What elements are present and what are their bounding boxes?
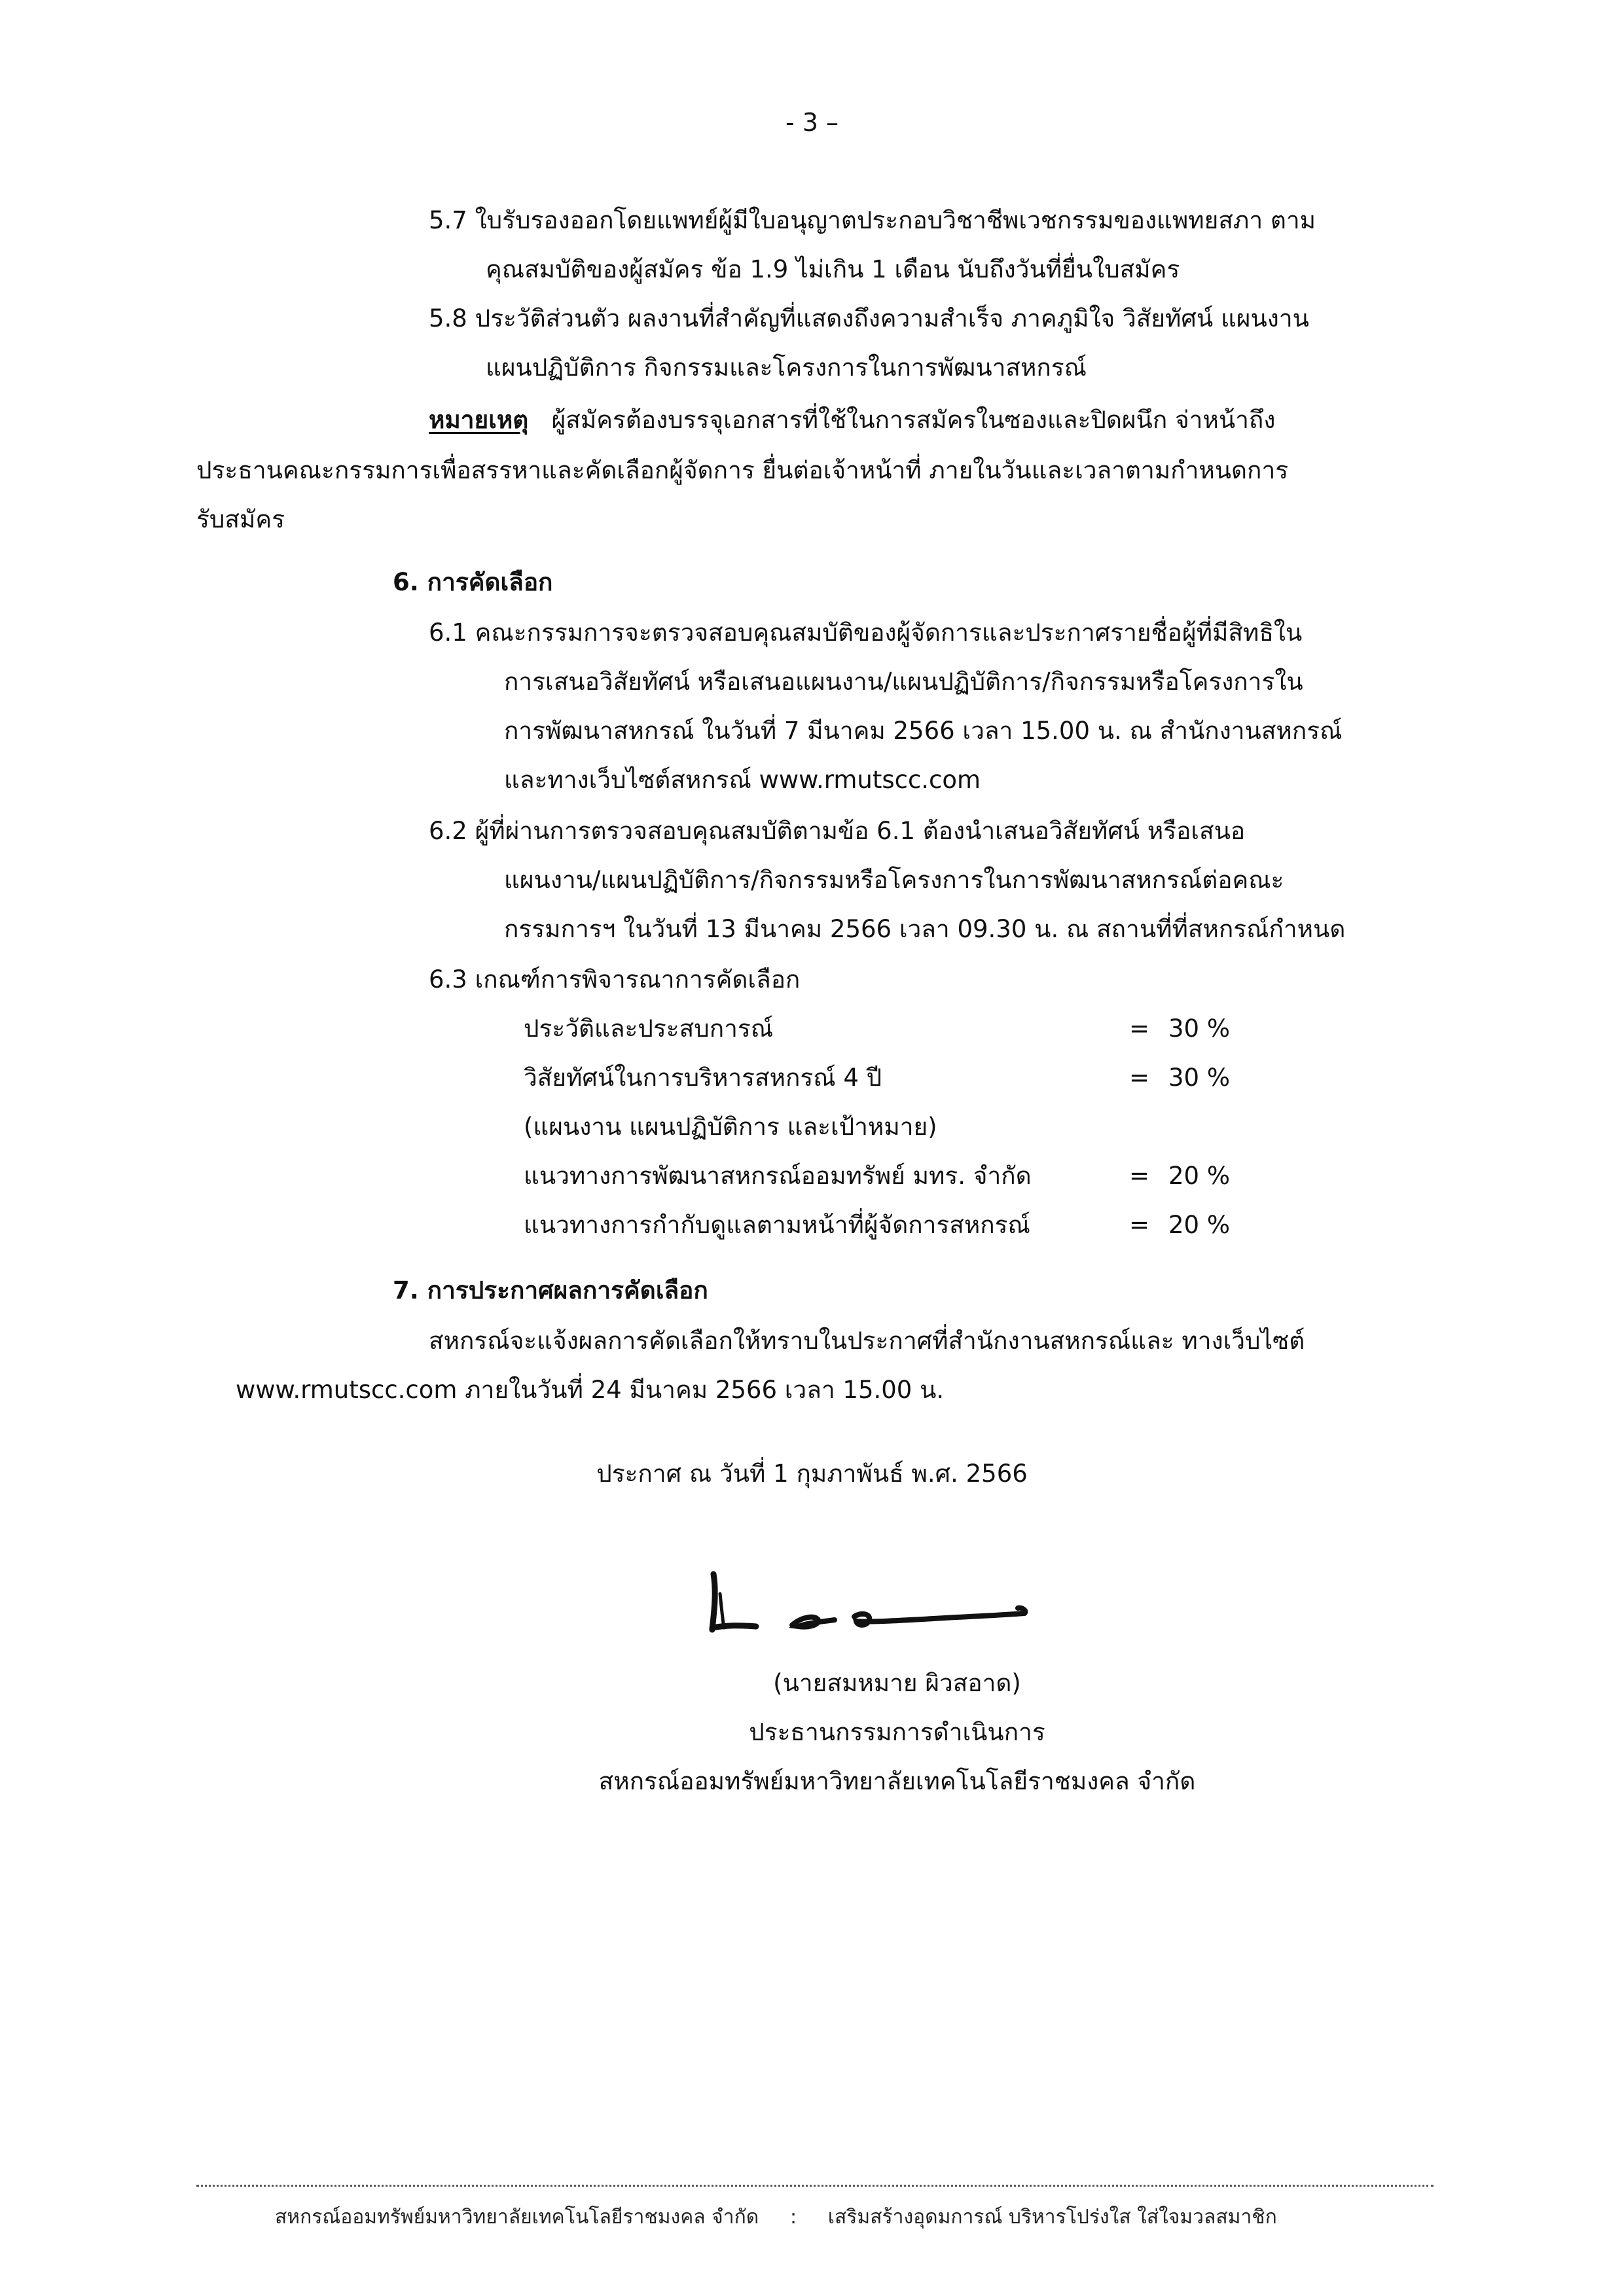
item-6-2-line2: แผนงาน/แผนปฏิบัติการ/กิจกรรมหรือโครงการในการพัฒนาสหกรณ์ต่อคณะ [504, 866, 1284, 894]
announcement-date: ประกาศ ณ วันที่ 1 กุมภาพันธ์ พ.ศ. 2566 [596, 1460, 1028, 1488]
item-6-2-line3: กรรมการฯ ในวันที่ 13 มีนาคม 2566 เวลา 09.30 น. ณ สถานที่ที่สหกรณ์กำหนด [504, 915, 1346, 943]
signatory-position: ประธานกรรมการดำเนินการ [749, 1718, 1045, 1746]
criteria-label: แนวทางการกำกับดูแลตามหน้าที่ผู้จัดการสหกรณ์ [524, 1211, 1030, 1239]
signatory-organization: สหกรณ์ออมทรัพย์มหาวิทยาลัยเทคโนโลยีราชมงคล จำกัด [598, 1767, 1196, 1795]
item-6-3-heading: 6.3 เกณฑ์การพิจารณาการคัดเลือก [429, 965, 801, 994]
note-text: ผู้สมัครต้องบรรจุเอกสารที่ใช้ในการสมัครในซองและปิดผนึก จ่าหน้าถึง [551, 406, 1276, 434]
criteria-equals: = [1129, 1162, 1150, 1190]
criteria-value: 20 % [1168, 1162, 1230, 1190]
note-label: หมายเหตุ [429, 406, 529, 434]
signatory-name: (นายสมหมาย ผิวสอาด) [773, 1669, 1021, 1697]
criteria-value: 20 % [1168, 1211, 1230, 1239]
page-number: - 3 – [785, 108, 839, 137]
item-5-8-line2: แผนปฏิบัติการ กิจกรรมและโครงการในการพัฒนาสหกรณ์ [486, 353, 1087, 382]
item-5-8-line1: 5.8 ประวัติส่วนตัว ผลงานที่สำคัญที่แสดงถึงความสำเร็จ ภาคภูมิใจ วิสัยทัศน์ แผนงาน [429, 304, 1309, 332]
note-line1 [429, 406, 1275, 435]
footer-motto: เสริมสร้างอุดมการณ์ บริหารโปร่งใส ใส่ใจมวลสมาชิก [827, 2206, 1277, 2229]
criteria-equals: = [1129, 1211, 1150, 1239]
criteria-value: 30 % [1168, 1064, 1230, 1092]
footer [275, 2206, 1277, 2229]
criteria-label: วิสัยทัศน์ในการบริหารสหกรณ์ 4 ปี [524, 1064, 882, 1092]
section7-line2: www.rmutscc.com ภายในวันที่ 24 มีนาคม 2566 เวลา 15.00 น. [236, 1376, 945, 1404]
item-6-1-line3: การพัฒนาสหกรณ์ ในวันที่ 7 มีนาคม 2566 เวลา 15.00 น. ณ สำนักงานสหกรณ์ [504, 717, 1343, 745]
item-6-1-line4: และทางเว็บไซต์สหกรณ์ www.rmutscc.com [504, 766, 981, 794]
item-5-7-line2: คุณสมบัติของผู้สมัคร ข้อ 1.9 ไม่เกิน 1 เดือน นับถึงวันที่ยื่นใบสมัคร [486, 255, 1180, 283]
section7-heading: 7. การประกาศผลการคัดเลือก [393, 1276, 708, 1304]
criteria-label: (แผนงาน แผนปฏิบัติการ และเป้าหมาย) [524, 1113, 937, 1141]
criteria-value: 30 % [1168, 1014, 1230, 1043]
note-line3: รับสมัคร [196, 505, 285, 533]
item-5-7-line1: 5.7 ใบรับรองออกโดยแพทย์ผู้มีใบอนุญาตประกอบวิชาชีพเวชกรรมของแพทยสภา ตาม [429, 206, 1316, 234]
criteria-equals: = [1129, 1064, 1150, 1092]
item-6-2-line1: 6.2 ผู้ที่ผ่านการตรวจสอบคุณสมบัติตามข้อ 6.1 ต้องนำเสนอวิสัยทัศน์ หรือเสนอ [429, 817, 1246, 845]
footer-divider [196, 2185, 1434, 2187]
signature-image [694, 1554, 1034, 1653]
section6-heading: 6. การคัดเลือก [393, 568, 553, 596]
note-line2: ประธานคณะกรรมการเพื่อสรรหาและคัดเลือกผู้จัดการ ยื่นต่อเจ้าหน้าที่ ภายในวันและเวลาตามกำหนดการ [196, 456, 1289, 484]
criteria-label: ประวัติและประสบการณ์ [524, 1014, 774, 1043]
footer-organization: สหกรณ์ออมทรัพย์มหาวิทยาลัยเทคโนโลยีราชมงคล จำกัด [275, 2206, 759, 2229]
item-6-1-line2: การเสนอวิสัยทัศน์ หรือเสนอแผนงาน/แผนปฏิบัติการ/กิจกรรมหรือโครงการใน [504, 668, 1303, 696]
criteria-label: แนวทางการพัฒนาสหกรณ์ออมทรัพย์ มทร. จำกัด [524, 1162, 1032, 1190]
section7-line1: สหกรณ์จะแจ้งผลการคัดเลือกให้ทราบในประกาศที่สำนักงานสหกรณ์และ ทางเว็บไซต์ [429, 1327, 1305, 1355]
item-6-1-line1: 6.1 คณะกรรมการจะตรวจสอบคุณสมบัติของผู้จัดการและประกาศรายชื่อผู้ที่มีสิทธิใน [429, 619, 1303, 647]
criteria-equals: = [1129, 1014, 1150, 1043]
footer-separator: : [789, 2206, 797, 2229]
